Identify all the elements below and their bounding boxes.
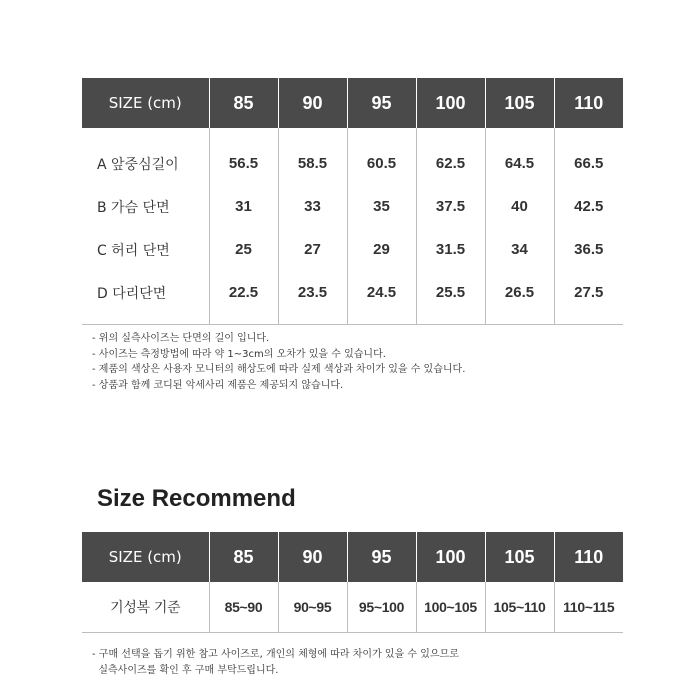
table-row [82, 271, 623, 325]
cell-value: 42.5 [554, 185, 623, 228]
cell-value: 31 [209, 185, 278, 228]
size-header-100: 100 [416, 78, 485, 128]
size-recommend-title: Size Recommend [97, 485, 296, 512]
recommend-notes [92, 647, 459, 678]
note-line: - 구매 선택을 돕기 위한 참고 사이즈로, 개인의 체형에 따라 차이가 있을 수 있으므로 [92, 649, 459, 660]
cell-value: 24.5 [347, 271, 416, 325]
size-header-110: 110 [554, 78, 623, 128]
cell-value: 100~105 [416, 582, 485, 633]
recommend-header-110: 110 [554, 532, 623, 582]
cell-value: 23.5 [278, 271, 347, 325]
size-notes [92, 331, 465, 393]
cell-value: 31.5 [416, 228, 485, 271]
cell-value: 105~110 [485, 582, 554, 633]
cell-value: 37.5 [416, 185, 485, 228]
size-header-label: SIZE (cm) [82, 78, 209, 128]
note-line: - 위의 실측사이즈는 단면의 길이 입니다. [92, 333, 270, 344]
cell-value: 29 [347, 228, 416, 271]
cell-value: 22.5 [209, 271, 278, 325]
recommend-table [82, 532, 623, 633]
note-line: 실측사이즈를 확인 후 구매 부탁드립니다. [92, 664, 279, 676]
size-header-85: 85 [209, 78, 278, 128]
note-line: - 상품과 함께 코디된 악세사리 제품은 제공되지 않습니다. [92, 379, 344, 391]
cell-value: 36.5 [554, 228, 623, 271]
size-header-105: 105 [485, 78, 554, 128]
recommend-header-85: 85 [209, 532, 278, 582]
row-label: 기성복 기준 [110, 600, 181, 616]
cell-value: 33 [278, 185, 347, 228]
cell-value: 34 [485, 228, 554, 271]
table-row [82, 185, 623, 228]
row-label: D 다리단면 [97, 285, 167, 302]
note-line: - 사이즈는 측정방법에 따라 약 1~3cm의 오차가 있을 수 있습니다. [92, 348, 386, 360]
cell-value: 25 [209, 228, 278, 271]
recommend-header-100: 100 [416, 532, 485, 582]
cell-value: 35 [347, 185, 416, 228]
size-table [82, 78, 623, 325]
cell-value: 58.5 [278, 128, 347, 185]
cell-value: 56.5 [209, 128, 278, 185]
table-row [82, 128, 623, 185]
note-line: - 제품의 색상은 사용자 모니터의 해상도에 따라 실제 색상과 차이가 있을 수 있습니다. [92, 364, 466, 375]
row-label: B 가슴 단면 [97, 199, 170, 216]
cell-value: 27.5 [554, 271, 623, 325]
cell-value: 66.5 [554, 128, 623, 185]
table-row [82, 228, 623, 271]
cell-value: 27 [278, 228, 347, 271]
size-table-header [82, 78, 623, 128]
cell-value: 60.5 [347, 128, 416, 185]
cell-value: 25.5 [416, 271, 485, 325]
recommend-header-95: 95 [347, 532, 416, 582]
cell-value: 62.5 [416, 128, 485, 185]
size-header-90: 90 [278, 78, 347, 128]
size-header-95: 95 [347, 78, 416, 128]
cell-value: 64.5 [485, 128, 554, 185]
recommend-header-label: SIZE (cm) [82, 532, 209, 582]
cell-value: 95~100 [347, 582, 416, 633]
cell-value: 110~115 [554, 582, 623, 633]
row-label: A 앞중심길이 [97, 156, 179, 173]
recommend-table-header [82, 532, 623, 582]
recommend-header-90: 90 [278, 532, 347, 582]
cell-value: 26.5 [485, 271, 554, 325]
row-label: C 허리 단면 [97, 242, 170, 259]
cell-value: 85~90 [209, 582, 278, 633]
table-row [82, 582, 623, 633]
cell-value: 90~95 [278, 582, 347, 633]
cell-value: 40 [485, 185, 554, 228]
recommend-header-105: 105 [485, 532, 554, 582]
